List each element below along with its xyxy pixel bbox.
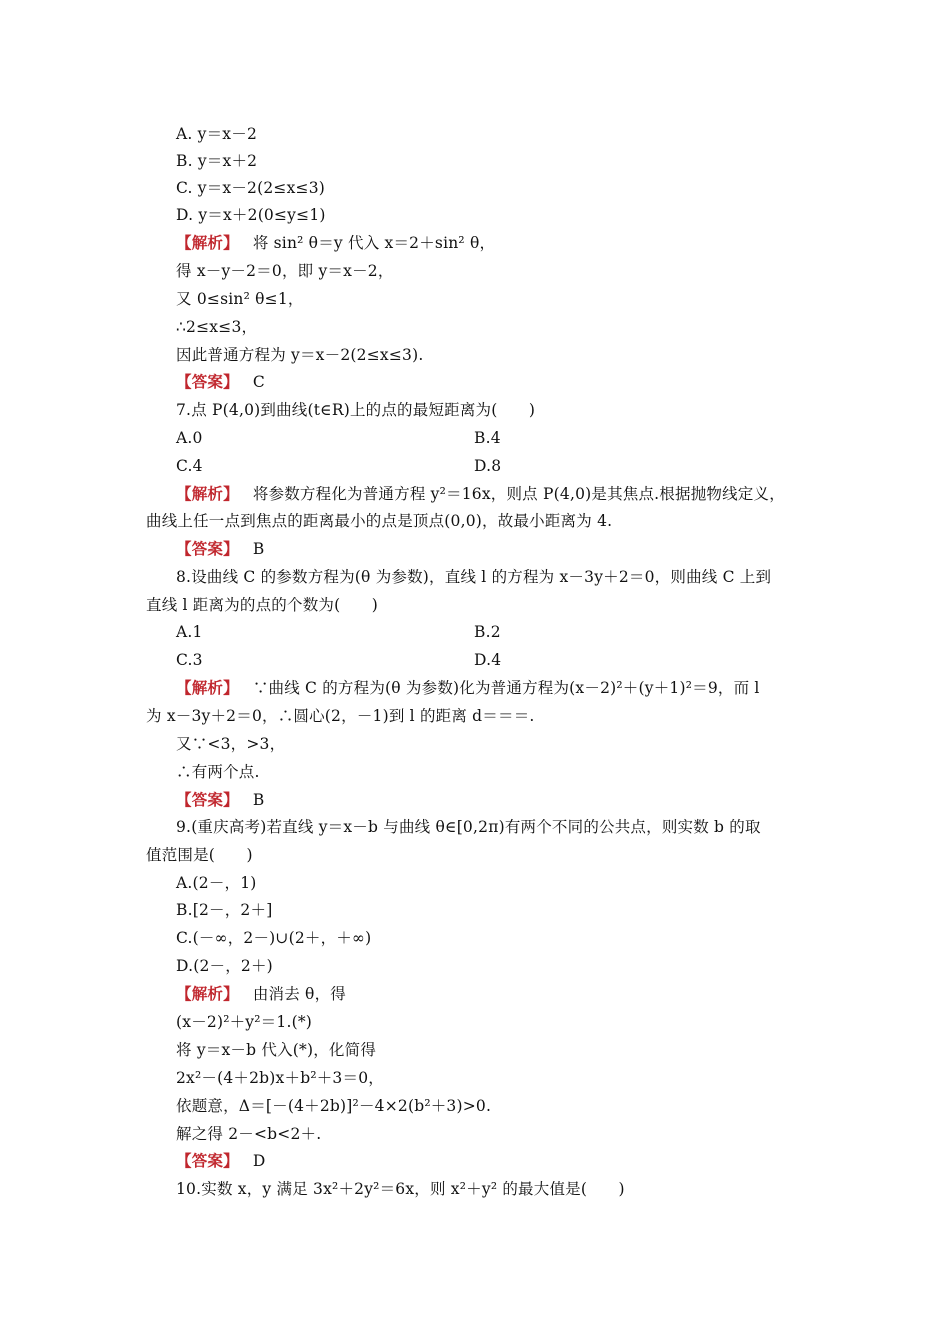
line-text: 又∵<3，>3， [176,735,286,753]
line-text: 依题意，Δ＝[－(4＋2b)]²－4×2(b²＋3)>0. [176,1097,492,1115]
option-c [176,650,203,670]
line-text: 为 x－3y＋2＝0，∴圆心(2，－1)到 l 的距离 d＝＝＝. [146,707,535,725]
answer-tag: 【答案】 [176,539,239,558]
answer-value: D [252,1152,266,1170]
question-7 [176,400,535,420]
answer-value: B [252,791,265,809]
line-text: C.3 [176,651,203,669]
line-text: ∵曲线 C 的方程为(θ 为参数)化为普通方程为(x－2)²＋(y＋1)²＝9，而 l [252,679,760,697]
line-text: C. y＝x－2(2≤x≤3) [176,179,326,197]
line-text: 因此普通方程为 y＝x－2(2≤x≤3). [176,346,424,364]
answer-tag: 【答案】 [176,372,239,391]
text-line [176,1096,491,1116]
line-text: D. y＝x＋2(0≤y≤1) [176,206,326,224]
line-text: 直线 l 距离为的点的个数为( ) [146,596,379,614]
option-d-line [176,205,326,225]
text-line [176,289,304,309]
option-c-line [176,178,325,198]
text-line [176,1012,312,1032]
text-line [146,706,535,726]
line-text: B.2 [474,623,501,641]
question-8 [176,567,771,587]
analysis-line [176,678,760,698]
line-text: ∴2≤x≤3， [176,318,258,336]
line-text: 由消去 θ，得 [252,985,346,1003]
line-text: 值范围是( ) [146,846,253,864]
text-line [176,734,285,754]
line-text: 又 0≤sin² θ≤1， [176,290,304,308]
analysis-tag: 【解析】 [176,678,239,697]
answer-tag: 【答案】 [176,790,239,809]
option-d [176,956,273,976]
line-text: 将 sin² θ＝y 代入 x＝2＋sin² θ， [252,234,496,252]
line-text: 曲线上任一点到焦点的距离最小的点是顶点(0,0)，故最小距离为 4. [146,512,613,530]
text-line [176,345,423,365]
option-d [474,650,501,670]
option-a [176,622,203,642]
text-line [176,1124,321,1144]
option-b [176,900,272,920]
answer-line [176,372,265,392]
answer-line [176,539,264,559]
text-line [176,1068,384,1088]
option-a-line [176,124,257,144]
text-line [176,1040,376,1060]
line-text: 10.实数 x，y 满足 3x²＋2y²＝6x，则 x²＋y² 的最大值是( ) [176,1180,625,1198]
line-text: B.[2－，2＋] [176,901,273,919]
option-b-line [176,151,257,171]
line-text: A. y＝x－2 [176,125,258,143]
text-line [146,511,612,531]
analysis-line [176,984,346,1004]
answer-line [176,1151,265,1171]
option-a [176,873,257,893]
line-text: ∴有两个点. [176,763,260,781]
analysis-line [176,484,785,504]
line-text: 8.设曲线 C 的参数方程为(θ 为参数)，直线 l 的方程为 x－3y＋2＝0，则曲线 C 上到 [176,568,772,586]
line-text: 9.(重庆高考)若直线 y＝x－b 与曲线 θ∈[0,2π)有两个不同的公共点，则实数 b 的取 [176,818,761,836]
analysis-tag: 【解析】 [176,984,239,1003]
text-line [146,845,253,865]
text-line [176,762,260,782]
analysis-line [176,233,495,253]
answer-line [176,790,264,810]
line-text: 7.点 P(4,0)到曲线(t∈R)上的点的最短距离为( ) [176,401,536,419]
option-c [176,928,371,948]
option-c [176,456,203,476]
line-text: 将 y＝x－b 代入(*)，化简得 [176,1041,377,1059]
line-text: C.4 [176,457,203,475]
option-d [474,456,501,476]
line-text: A.0 [176,429,203,447]
analysis-tag: 【解析】 [176,484,239,503]
line-text: A.1 [176,623,203,641]
line-text: D.4 [474,651,502,669]
line-text: 得 x－y－2＝0，即 y＝x－2， [176,262,394,280]
option-a [176,428,203,448]
answer-tag: 【答案】 [176,1151,239,1170]
text-line [146,595,378,615]
line-text: A.(2－，1) [176,874,257,892]
line-text: B. y＝x＋2 [176,152,258,170]
question-10 [176,1179,625,1199]
option-b [474,428,501,448]
line-text: 2x²－(4＋2b)x＋b²＋3＝0， [176,1069,384,1087]
answer-value: B [252,540,265,558]
line-text: D.(2－，2＋) [176,957,273,975]
answer-value: C [252,373,265,391]
text-line [176,261,394,281]
line-text: 解之得 2－<b<2＋. [176,1125,322,1143]
text-line [176,317,257,337]
line-text: D.8 [474,457,502,475]
line-text: B.4 [474,429,501,447]
line-text: (x－2)²＋y²＝1.(*) [176,1013,313,1031]
question-9 [176,817,761,837]
option-b [474,622,501,642]
line-text: C.(－∞，2－)∪(2＋，＋∞) [176,929,372,947]
analysis-tag: 【解析】 [176,233,239,252]
line-text: 将参数方程化为普通方程 y²＝16x，则点 P(4,0)是其焦点.根据抛物线定义， [252,485,785,503]
